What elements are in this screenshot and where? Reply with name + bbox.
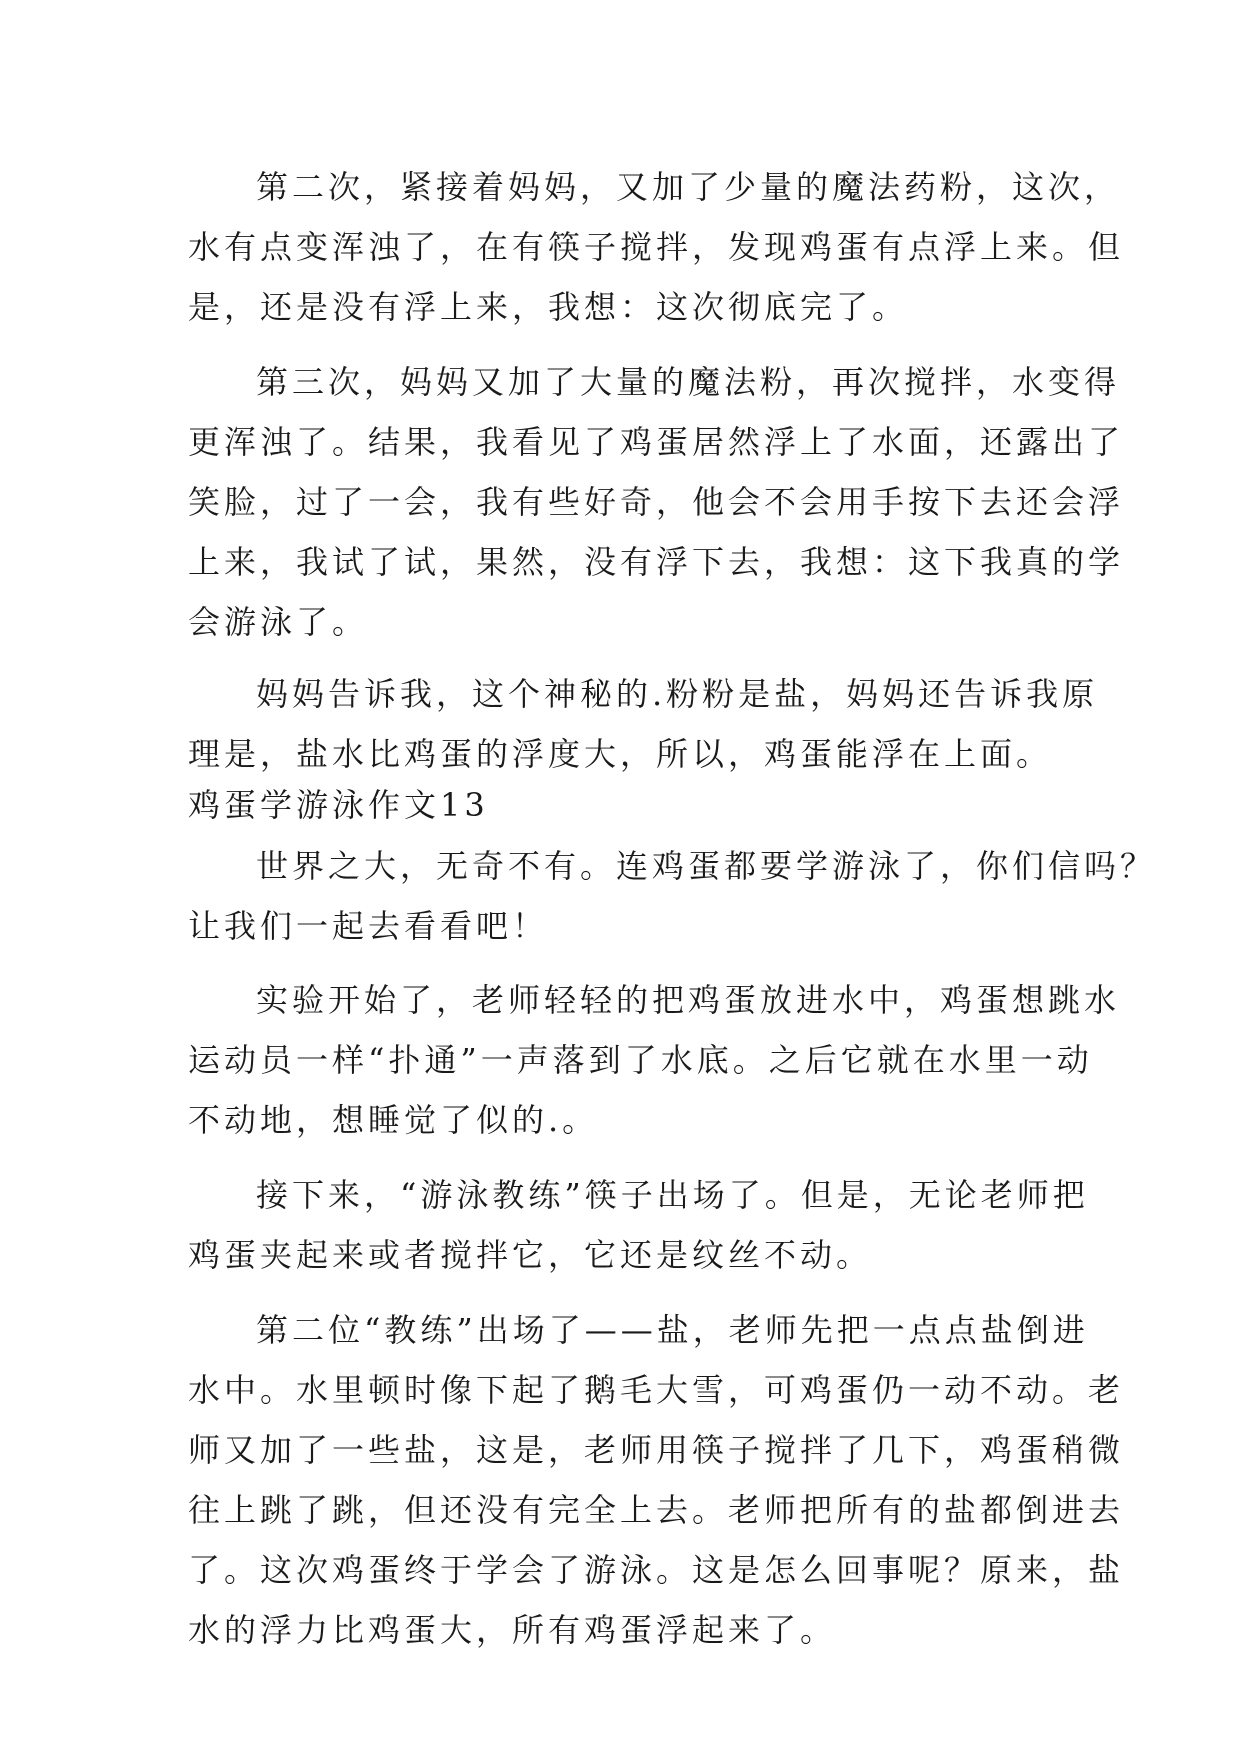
paragraph-line: 上来，我试了试，果然，没有浮下去，我想：这下我真的学	[188, 543, 1125, 581]
paragraph-line: 师又加了一些盐，这是，老师用筷子搅拌了几下，鸡蛋稍微	[188, 1431, 1125, 1469]
paragraph-line: 水中。水里顿时像下起了鹅毛大雪，可鸡蛋仍一动不动。老	[188, 1371, 1125, 1409]
paragraph-line: 第二次，紧接着妈妈，又加了少量的魔法药粉，这次，	[256, 168, 1121, 206]
paragraph-line: 更浑浊了。结果，我看见了鸡蛋居然浮上了水面，还露出了	[188, 423, 1125, 461]
paragraph-line: 水有点变浑浊了，在有筷子搅拌，发现鸡蛋有点浮上来。但	[188, 228, 1125, 266]
paragraph-line: 第三次，妈妈又加了大量的魔法粉，再次搅拌，水变得	[256, 363, 1121, 401]
paragraph-line: 第二位“教练”出场了——盐，老师先把一点点盐倒进	[256, 1311, 1089, 1349]
paragraph-line: 不动地，想睡觉了似的.。	[188, 1101, 599, 1139]
paragraph-line: 理是，盐水比鸡蛋的浮度大，所以，鸡蛋能浮在上面。	[188, 735, 1053, 773]
paragraph-line: 往上跳了跳，但还没有完全上去。老师把所有的盐都倒进去	[188, 1491, 1125, 1529]
section-heading: 鸡蛋学游泳作文13	[188, 786, 489, 824]
paragraph-line: 运动员一样“扑通”一声落到了水底。之后它就在水里一动	[188, 1041, 1093, 1079]
paragraph-line: 接下来，“游泳教练”筷子出场了。但是，无论老师把	[256, 1176, 1089, 1214]
paragraph-line: 水的浮力比鸡蛋大，所有鸡蛋浮起来了。	[188, 1611, 837, 1649]
paragraph-line: 让我们一起去看看吧！	[188, 907, 549, 945]
paragraph-line: 世界之大，无奇不有。连鸡蛋都要学游泳了，你们信吗？	[256, 847, 1157, 885]
paragraph-line: 了。这次鸡蛋终于学会了游泳。这是怎么回事呢？原来，盐	[188, 1551, 1125, 1589]
paragraph-line: 是，还是没有浮上来，我想：这次彻底完了。	[188, 288, 909, 326]
paragraph-line: 实验开始了，老师轻轻的把鸡蛋放进水中，鸡蛋想跳水	[256, 981, 1121, 1019]
paragraph-line: 鸡蛋夹起来或者搅拌它，它还是纹丝不动。	[188, 1236, 873, 1274]
paragraph-line: 会游泳了。	[188, 603, 369, 641]
paragraph-line: 妈妈告诉我，这个神秘的.粉粉是盐，妈妈还告诉我原	[256, 675, 1099, 713]
paragraph-line: 笑脸，过了一会，我有些好奇，他会不会用手按下去还会浮	[188, 483, 1125, 521]
